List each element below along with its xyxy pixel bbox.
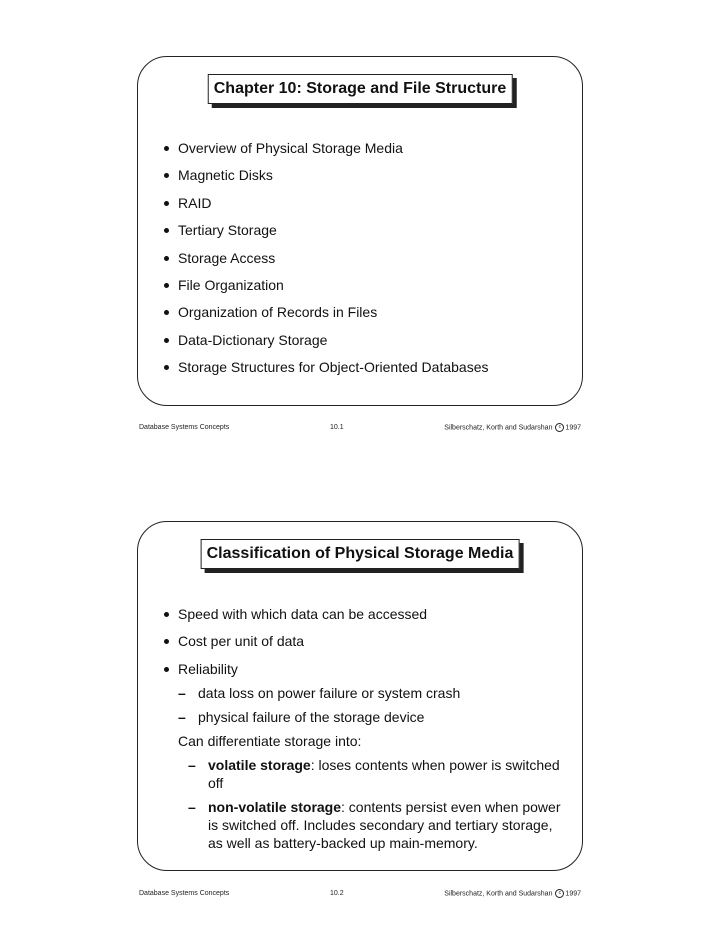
footer-book-title: Database Systems Concepts [139,424,230,431]
dash-icon: – [178,708,186,725]
bullet-icon [164,201,169,206]
footer-authors: Silberschatz, Korth and Sudarshan c 1997 [444,890,581,898]
footer-page-number: 10.2 [330,890,344,897]
list-item: Speed with which data can be accessed [160,605,568,623]
list-item: Organization of Records in Files [160,303,568,321]
list-item: Overview of Physical Storage Media [160,139,568,157]
dash-icon: – [178,684,186,701]
footer-book-title: Database Systems Concepts [139,890,230,897]
bullet-icon [164,228,169,233]
slide-title-box [208,74,513,104]
list-item: Cost per unit of data [160,632,568,650]
term-volatile: volatile storage [208,756,311,773]
bullet-list [160,605,568,858]
bullet-icon [164,667,169,672]
copyright-icon: c [555,423,564,432]
bullet-icon [164,283,169,288]
slide-title: Classification of Physical Storage Media [201,539,520,569]
list-item: Storage Structures for Object-Oriented Databases [160,358,568,376]
footer-page-number: 10.1 [330,424,344,431]
bullet-icon [164,338,169,343]
differentiate-text: Can differentiate storage into: [178,732,362,749]
reliability-sublist [178,684,568,726]
slide-2 [137,521,583,871]
list-item: Data-Dictionary Storage [160,331,568,349]
storage-types-list [188,756,568,852]
copyright-icon: c [555,889,564,898]
bullet-icon [164,365,169,370]
bullet-icon [164,256,169,261]
footer-authors: Silberschatz, Korth and Sudarshan c 1997 [444,424,581,432]
list-item: Reliability – data loss on power failure or system crash – physical failure of the storage device Can differentiate storage into: – volatile storage: loses contents when power is switched off – non-volatile storage: contents persist even when power is switched off. Includes secondary and tertiary storage, as well as battery-backed up main-memory. [160,660,568,852]
sub-list-item: – physical failure of the storage device [178,708,425,725]
bullet-list [160,139,568,386]
dash-icon: – [188,798,196,815]
slide-1 [137,56,583,406]
sub-list-item: – data loss on power failure or system crash [178,684,461,701]
dash-icon: – [188,756,196,773]
list-item: Tertiary Storage [160,221,568,239]
bullet-icon [164,639,169,644]
bullet-icon [164,146,169,151]
list-item: File Organization [160,276,568,294]
sub-list-item: – volatile storage: loses contents when power is switched off [188,756,560,791]
list-item: Magnetic Disks [160,166,568,184]
slide-title: Chapter 10: Storage and File Structure [208,74,513,104]
sub-list-item: – non-volatile storage: contents persist even when power is switched off. Includes secondary and tertiary storage, as well as battery-backed up main-memory. [188,798,561,851]
bullet-icon [164,173,169,178]
term-non-volatile: non-volatile storage [208,798,342,815]
slide-title-box [201,539,520,569]
list-item: Storage Access [160,249,568,267]
list-item: RAID [160,194,568,212]
bullet-icon [164,310,169,315]
bullet-icon [164,612,169,617]
